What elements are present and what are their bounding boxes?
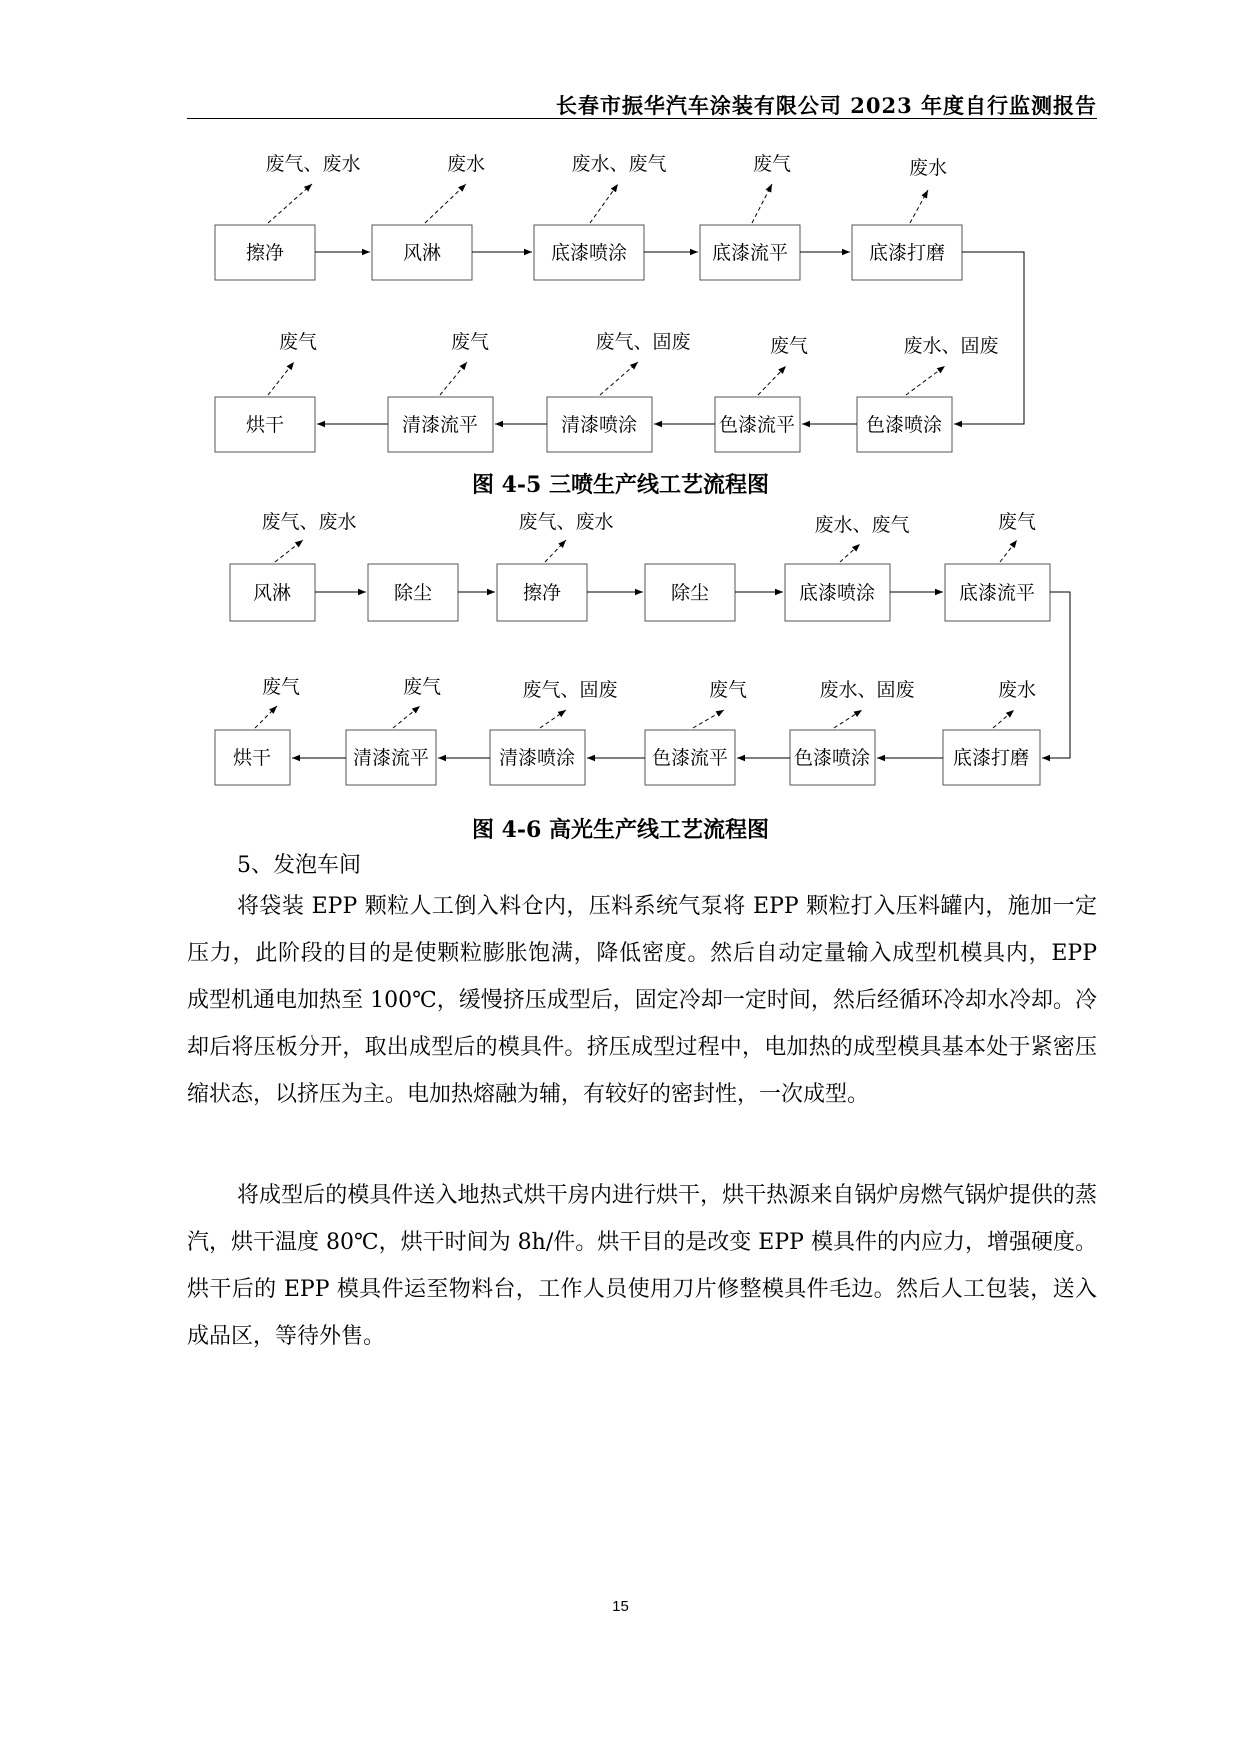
page-number: 15 xyxy=(612,1598,629,1615)
process-step-label: 清漆流平 xyxy=(401,414,479,436)
emission-label: 废水、废气 xyxy=(814,514,910,536)
process-step-label: 底漆流平 xyxy=(958,582,1036,604)
process-step-label: 风淋 xyxy=(252,582,292,604)
section-heading: 5、发泡车间 xyxy=(237,853,361,878)
process-step-label: 底漆流平 xyxy=(711,242,789,264)
process-step-label: 色漆流平 xyxy=(651,747,729,769)
emission-label: 废气 xyxy=(261,676,301,698)
process-step-label: 底漆喷涂 xyxy=(798,582,876,604)
process-step-label: 擦净 xyxy=(245,242,285,264)
emission-label: 废水 xyxy=(446,153,486,175)
emission-label: 废气 xyxy=(450,331,490,353)
emission-label: 废气、固废 xyxy=(522,679,618,701)
process-step-label: 擦净 xyxy=(522,582,562,604)
figure-caption: 图 4-5 三喷生产线工艺流程图 xyxy=(471,472,770,498)
header-divider xyxy=(187,118,1097,119)
process-step-label: 烘干 xyxy=(232,747,272,769)
process-step-label: 清漆流平 xyxy=(352,747,430,769)
body-paragraph: 将袋装 EPP 颗粒人工倒入料仓内，压料系统气泵将 EPP 颗粒打入压料罐内，施加一定压力，此阶段的目的是使颗粒膨胀饱满，降低密度。然后自动定量输入成型机模具内，EPP 成型机通电加热至 100℃，缓慢挤压成型后，固定冷却一定时间，然后经循环冷却水冷却。冷却后将压板分开，取出成型后的模具件。挤压成型过程中，电加热的成型模具基本处于紧密压缩状态，以挤压为主。电加热熔融为辅，有较好的密封性，一次成型。 xyxy=(187,894,1097,1107)
emission-label: 废气、废水 xyxy=(261,511,357,533)
process-step-label: 烘干 xyxy=(245,414,285,436)
process-step-label: 除尘 xyxy=(393,582,433,604)
emission-label: 废气、废水 xyxy=(265,153,361,175)
flowchart-4-6 xyxy=(0,500,1241,800)
emission-label: 废气、固废 xyxy=(595,331,691,353)
process-step-label: 底漆打磨 xyxy=(868,242,946,264)
body-paragraph: 将成型后的模具件送入地热式烘干房内进行烘干，烘干热源来自锅炉房燃气锅炉提供的蒸汽，烘干温度 80℃，烘干时间为 8h/件。烘干目的是改变 EPP 模具件的内应力，增强硬度。烘干后的 EPP 模具件运至物料台，工作人员使用刀片修整模具件毛边。然后人工包装，送入成品区，等待外售。 xyxy=(187,1183,1097,1349)
emission-label: 废水、固废 xyxy=(819,679,915,701)
process-step-label: 色漆喷涂 xyxy=(793,747,871,769)
emission-label: 废气 xyxy=(278,331,318,353)
emission-label: 废水 xyxy=(908,157,948,179)
process-step-label: 底漆打磨 xyxy=(952,747,1030,769)
emission-label: 废气、废水 xyxy=(518,511,614,533)
emission-label: 废气 xyxy=(752,153,792,175)
flowchart-4-5 xyxy=(0,140,1241,460)
process-step-label: 清漆喷涂 xyxy=(498,747,576,769)
emission-label: 废水、废气 xyxy=(571,153,667,175)
process-step-label: 色漆流平 xyxy=(718,414,796,436)
emission-label: 废气 xyxy=(402,676,442,698)
process-step-label: 除尘 xyxy=(670,582,710,604)
process-step-label: 清漆喷涂 xyxy=(560,414,638,436)
process-step-label: 风淋 xyxy=(402,242,442,264)
emission-label: 废水、固废 xyxy=(903,335,999,357)
emission-label: 废水 xyxy=(997,679,1037,701)
emission-label: 废气 xyxy=(708,679,748,701)
figure-caption: 图 4-6 高光生产线工艺流程图 xyxy=(471,817,770,843)
process-step-label: 底漆喷涂 xyxy=(550,242,628,264)
emission-label: 废气 xyxy=(997,511,1037,533)
process-step-label: 色漆喷涂 xyxy=(865,414,943,436)
emission-label: 废气 xyxy=(769,335,809,357)
header-title: 长春市振华汽车涂装有限公司 2023 年度自行监测报告 xyxy=(555,93,1097,118)
